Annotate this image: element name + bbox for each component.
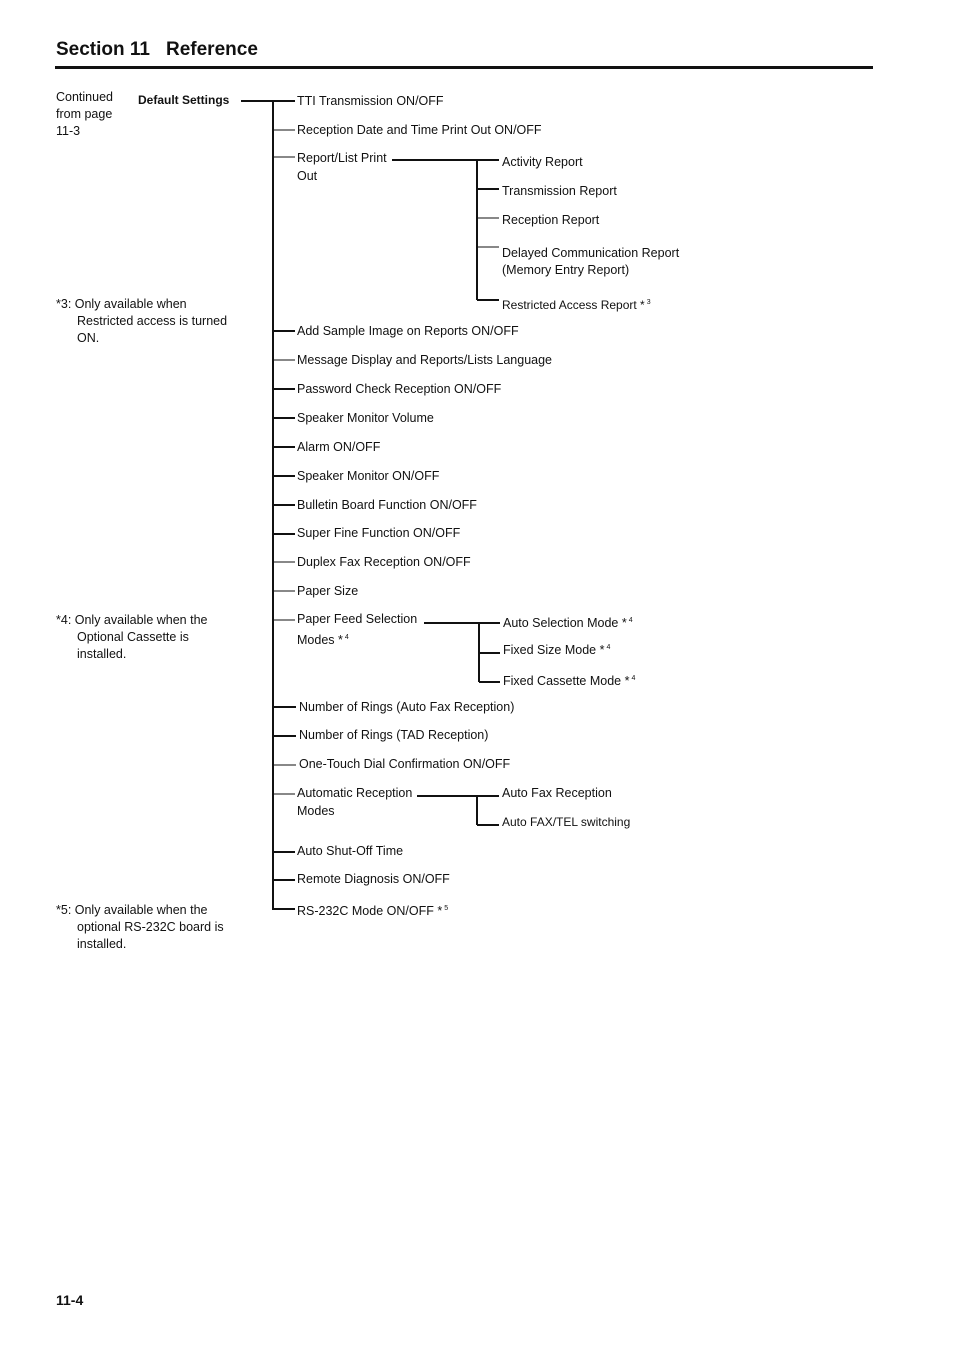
item-super-fine: Super Fine Function ON/OFF xyxy=(297,526,461,540)
item-rings-auto-fax: Number of Rings (Auto Fax Reception) xyxy=(299,700,515,714)
sub-delayed-communication-report: Delayed Communication Report (Memory Entry Report) xyxy=(502,246,680,277)
item-paper-feed: Paper Feed Selection Modes * $^4$ xyxy=(297,612,418,647)
footnote-marker: 4 xyxy=(628,617,633,624)
item-alarm: Alarm ON/OFF xyxy=(297,440,381,454)
continued-note: Continued from page 11-3 xyxy=(56,90,113,138)
footnote-marker: 5 xyxy=(444,905,449,912)
item-one-touch-confirm: One-Touch Dial Confirmation ON/OFF xyxy=(299,757,511,771)
item-message-language: Message Display and Reports/Lists Language xyxy=(297,353,553,367)
footnote-marker: 4 xyxy=(344,634,349,641)
item-speaker-monitor: Speaker Monitor ON/OFF xyxy=(297,469,440,483)
footnote-marker: 4 xyxy=(606,644,611,651)
sub-restricted-access-report: Restricted Access Report * $^3$ xyxy=(502,298,651,312)
footnote-5: *5: Only available when the optional RS-232C board is installed. xyxy=(56,903,224,951)
item-paper-size: Paper Size xyxy=(297,584,359,598)
item-auto-shutoff: Auto Shut-Off Time xyxy=(297,844,404,858)
sub-auto-selection-mode: Auto Selection Mode * $^4$ xyxy=(503,616,633,630)
item-password-check: Password Check Reception ON/OFF xyxy=(297,382,502,396)
sub-reception-report: Reception Report xyxy=(502,213,600,227)
item-duplex-fax: Duplex Fax Reception ON/OFF xyxy=(297,555,471,569)
item-bulletin-board: Bulletin Board Function ON/OFF xyxy=(297,498,477,512)
item-tti-transmission: TTI Transmission ON/OFF xyxy=(297,94,444,108)
item-automatic-reception: Automatic Reception Modes xyxy=(297,786,413,818)
section-number: Section 11 xyxy=(56,39,150,60)
footnote-marker: 4 xyxy=(631,675,636,682)
item-add-sample-image: Add Sample Image on Reports ON/OFF xyxy=(297,324,519,338)
sub-fixed-cassette-mode: Fixed Cassette Mode * $^4$ xyxy=(503,674,636,688)
item-remote-diagnosis: Remote Diagnosis ON/OFF xyxy=(297,872,450,886)
item-report-list-print: Report/List Print Out xyxy=(297,151,387,183)
section-title: Reference xyxy=(166,39,258,60)
item-rs232c-mode: RS-232C Mode ON/OFF * $^5$ xyxy=(297,904,449,918)
sub-auto-fax-reception: Auto Fax Reception xyxy=(502,786,612,800)
sub-fixed-size-mode: Fixed Size Mode * $^4$ xyxy=(503,643,611,657)
item-speaker-volume: Speaker Monitor Volume xyxy=(297,411,434,425)
footnote-marker: 3 xyxy=(646,299,651,306)
page-number: 11-4 xyxy=(56,1292,84,1308)
footnote-3: *3: Only available when Restricted access is turned ON. xyxy=(56,297,228,345)
tree-root-label: Default Settings xyxy=(138,93,230,107)
sub-transmission-report: Transmission Report xyxy=(502,184,617,198)
item-rings-tad: Number of Rings (TAD Reception) xyxy=(299,728,489,742)
sub-auto-fax-tel-switching: Auto FAX/TEL switching xyxy=(502,815,631,829)
sub-activity-report: Activity Report xyxy=(502,155,583,169)
footnote-4: *4: Only available when the Optional Cassette is installed. xyxy=(56,613,208,661)
item-reception-date-print: Reception Date and Time Print Out ON/OFF xyxy=(297,123,542,137)
